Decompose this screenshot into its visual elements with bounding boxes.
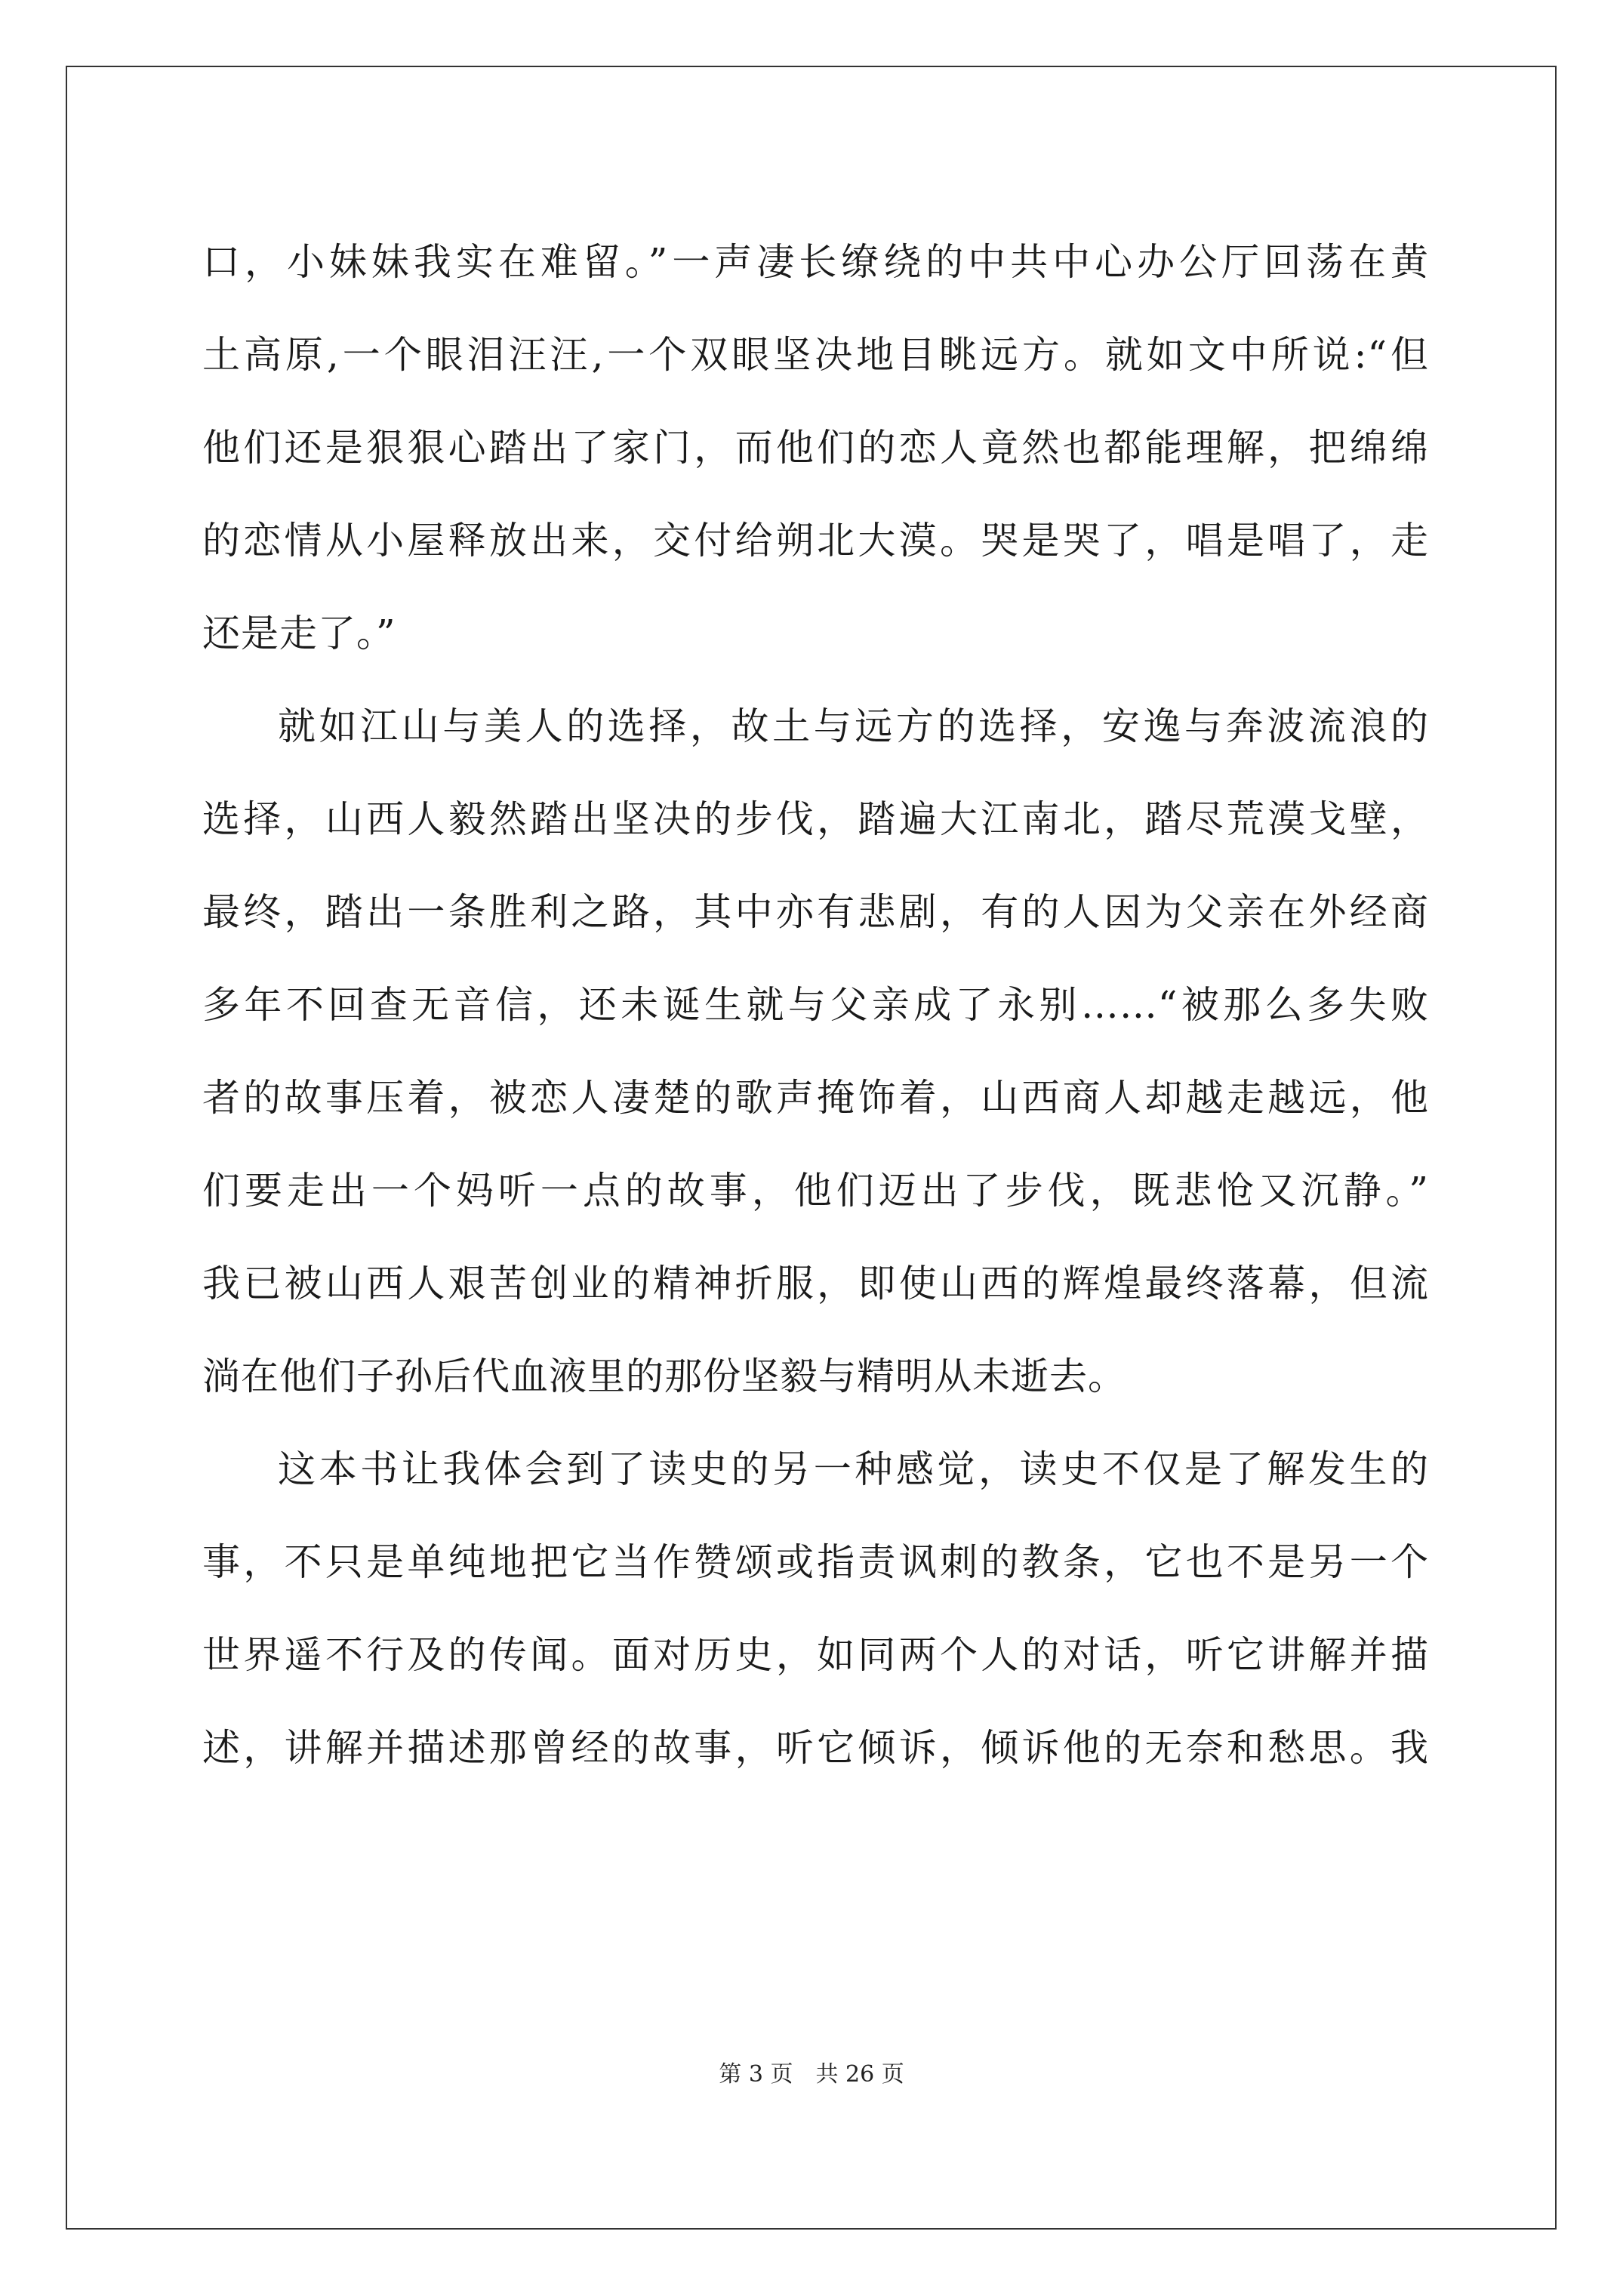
text-line: 事，不只是单纯地把它当作赞颂或指责讽刺的教条，它也不是另一个 [202, 1540, 1429, 1584]
text-line: 还是走了。” [202, 612, 396, 655]
text-line: 这本书让我体会到了读史的另一种感觉，读史不仅是了解发生的 [278, 1447, 1429, 1491]
text-line: 土高原,一个眼泪汪汪,一个双眼坚决地目眺远方。就如文中所说:“但 [202, 333, 1429, 377]
text-line: 他们还是狠狠心踏出了家门，而他们的恋人竟然也都能理解，把绵绵 [202, 426, 1429, 470]
text-line: 者的故事压着，被恋人凄楚的歌声掩饰着，山西商人却越走越远，他 [202, 1076, 1429, 1120]
text-line: 的恋情从小屋释放出来，交付给朔北大漠。哭是哭了，唱是唱了，走 [202, 519, 1429, 562]
text-line: 多年不回查无音信，还未诞生就与父亲成了永别……“被那么多失败 [202, 983, 1429, 1027]
text-line: 们要走出一个妈听一点的故事，他们迈出了步伐，既悲怆又沉静。” [202, 1169, 1429, 1213]
text-line: 世界遥不行及的传闻。面对历史，如同两个人的对话，听它讲解并描 [202, 1633, 1429, 1677]
text-line: 就如江山与美人的选择，故土与远方的选择，安逸与奔波流浪的 [278, 704, 1429, 748]
paragraph-3 [202, 1423, 1429, 1795]
text-line: 述，讲解并描述那曾经的故事，听它倾诉，倾诉他的无奈和愁思。我 [202, 1726, 1429, 1770]
document-body [202, 216, 1429, 1795]
text-line: 我已被山西人艰苦创业的精神折服，即使山西的辉煌最终落幕，但流 [202, 1262, 1429, 1305]
text-line: 口，小妹妹我实在难留。”一声凄长缭绕的中共中心办公厅回荡在黄 [202, 240, 1429, 284]
text-line: 淌在他们子孙后代血液里的那份坚毅与精明从未逝去。 [202, 1354, 1126, 1398]
text-line: 选择，山西人毅然踏出坚决的步伐，踏遍大江南北，踏尽荒漠戈壁， [202, 797, 1429, 841]
paragraph-2 [202, 680, 1429, 1423]
text-line: 最终，踏出一条胜利之路，其中亦有悲剧，有的人因为父亲在外经商 [202, 890, 1429, 934]
paragraph-1 [202, 216, 1429, 680]
page-number-footer: 第 3 页 共 26 页 [719, 2061, 904, 2088]
